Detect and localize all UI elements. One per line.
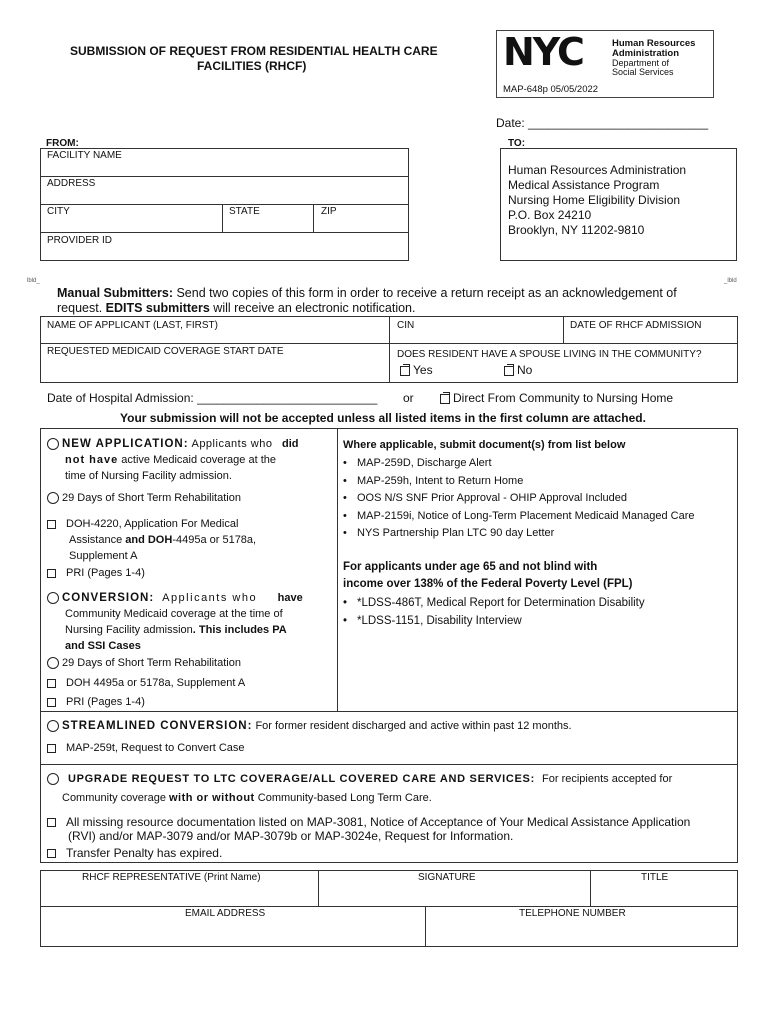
hospital-admission-date-field[interactable]: Date of Hospital Admission: ___________________________ (47, 391, 378, 405)
upgrade-line2 (62, 792, 432, 804)
form-number: MAP-648p 05/05/2022 (503, 84, 599, 95)
streamlined-radio[interactable] (47, 720, 59, 732)
checkbox-icon[interactable] (400, 366, 410, 376)
new-application-lead: NEW APPLICATION: (62, 438, 189, 450)
applicant-name-field[interactable]: NAME OF APPLICANT (LAST, FIRST) (47, 320, 218, 331)
rep-name-field[interactable]: RHCF REPRESENTATIVE (Print Name) (82, 872, 261, 883)
doh-4495a: -4495a or 5178a, (172, 534, 257, 546)
upgrade-with-or-without: with or without (169, 792, 255, 804)
conversion-lead: CONVERSION: (62, 592, 155, 604)
spouse-question: DOES RESIDENT HAVE A SPOUSE LIVING IN THE COMMUNITY? (397, 349, 702, 360)
new-application-line1 (47, 436, 323, 452)
conversion-nf-admission: Nursing Facility admission (65, 624, 193, 636)
streamlined-item-label: MAP-259t, Request to Convert Case (66, 742, 245, 754)
checkbox-icon[interactable] (47, 849, 56, 858)
conversion-line3 (47, 622, 323, 638)
radio-icon[interactable] (47, 657, 59, 669)
checkbox-icon[interactable] (47, 569, 56, 578)
or-label: or (403, 391, 414, 405)
new-application-line2-text: active Medicaid coverage at the (118, 454, 276, 466)
mark-left: lbld_ (27, 278, 40, 284)
new-application-did: did (282, 438, 299, 450)
phone-field[interactable]: TELEPHONE NUMBER (519, 908, 626, 919)
conversion-includes-pa: . This includes PA (192, 624, 287, 636)
agency-name-line4: Social Services (612, 67, 674, 77)
conversion-29days-option[interactable] (47, 657, 241, 669)
new-app-29days-label: 29 Days of Short Term Rehabilitation (62, 492, 241, 504)
list-item: • MAP-259h, Intent to Return Home (343, 473, 695, 491)
nyc-logo: NYC (503, 30, 583, 74)
conversion-pri-label: PRI (Pages 1-4) (66, 696, 145, 708)
direct-from-community-label: Direct From Community to Nursing Home (453, 391, 674, 405)
conversion-line4: and SSI Cases (65, 640, 141, 652)
submission-notice: Your submission will not be accepted unless all listed items in the first column are attached. (120, 411, 646, 425)
under65-heading-line2: income over 138% of the Federal Poverty Level (FPL) (343, 578, 633, 590)
upgrade-item1-line1 (47, 815, 690, 829)
conversion-text: Applicants who (158, 592, 262, 604)
list-item: • MAP-2159i, Notice of Long-Term Placement Medicaid Managed Care (343, 508, 695, 526)
upgrade-text: For recipients accepted for (538, 773, 673, 785)
right-col-list (343, 455, 695, 543)
to-address-line3: Nursing Home Eligibility Division (508, 193, 681, 207)
list-item: • OOS N/S SNF Prior Approval - OHIP Approval Included (343, 490, 695, 508)
conversion-section (47, 590, 323, 654)
to-label: TO: (508, 138, 526, 149)
streamlined-text: For former resident discharged and active within past 12 months. (252, 720, 572, 732)
new-app-pri-label: PRI (Pages 1-4) (66, 567, 145, 579)
checkbox-icon[interactable] (47, 698, 56, 707)
new-app-pri-item (47, 567, 145, 579)
conversion-doh-item (47, 677, 245, 689)
conversion-have: have (277, 592, 303, 604)
streamlined-lead: STREAMLINED CONVERSION: (62, 720, 253, 732)
list-item: • MAP-259D, Discharge Alert (343, 455, 695, 473)
provider-id-field[interactable]: PROVIDER ID (47, 235, 113, 246)
list-item: • *LDSS-1151, Disability Interview (343, 613, 645, 631)
upgrade-item1-text1: All missing resource documentation listed on MAP-3081, Notice of Acceptance of Your Medical Assistance Application (66, 815, 691, 829)
date-field[interactable]: Date: ___________________________ (496, 116, 709, 130)
upgrade-radio[interactable] (47, 773, 59, 785)
spouse-no-label: No (517, 363, 533, 377)
manual-text2c: will receive an electronic notification. (209, 301, 416, 315)
under65-heading-line1: For applicants under age 65 and not blind with (343, 561, 598, 573)
doh-assistance: Assistance (69, 534, 126, 546)
city-field[interactable]: CITY (47, 206, 70, 217)
cin-field[interactable]: CIN (397, 320, 415, 331)
state-field[interactable]: STATE (229, 206, 260, 217)
to-address-line4: P.O. Box 24210 (508, 208, 592, 222)
new-application-text: Applicants who (188, 438, 277, 450)
conversion-29days-label: 29 Days of Short Term Rehabilitation (62, 657, 241, 669)
new-app-doh-line1 (47, 516, 323, 532)
zip-field[interactable]: ZIP (321, 206, 337, 217)
conversion-line1 (47, 590, 323, 606)
manual-text2a: request. (57, 301, 106, 315)
upgrade-item2 (47, 846, 222, 860)
agency-name-line3: Department of (612, 58, 670, 68)
streamlined-section (47, 720, 572, 732)
new-application-line3: time of Nursing Facility admission. (65, 470, 232, 482)
conversion-pri-item (47, 696, 145, 708)
from-label: FROM: (46, 138, 79, 149)
manual-submitters-lead: Manual Submitters: (57, 286, 173, 300)
new-application-section (47, 436, 323, 484)
signature-field[interactable]: SIGNATURE (418, 872, 476, 883)
checkbox-icon[interactable] (47, 679, 56, 688)
upgrade-ltc: Community-based Long Term Care. (254, 792, 432, 804)
new-app-29days-option[interactable] (47, 492, 241, 504)
email-field[interactable]: EMAIL ADDRESS (185, 908, 266, 919)
right-col-heading: Where applicable, submit document(s) from list below (343, 439, 626, 451)
address-field[interactable]: ADDRESS (47, 178, 96, 189)
checkbox-icon[interactable] (47, 520, 56, 529)
agency-name-line1: Human Resources (612, 38, 696, 49)
ldss-list (343, 595, 645, 630)
streamlined-item (47, 742, 245, 754)
manual-submitters-line2 (57, 301, 415, 315)
checkbox-icon[interactable] (47, 744, 56, 753)
new-application-line2 (47, 452, 323, 468)
upgrade-item1-line2: (RVI) and/or MAP-3079 and/or MAP-3079b or MAP-3024e, Request for Information. (68, 829, 514, 843)
coverage-start-date-field[interactable]: REQUESTED MEDICAID COVERAGE START DATE (47, 346, 284, 357)
to-address-line2: Medical Assistance Program (508, 178, 660, 192)
new-application-not-have: not have (65, 454, 119, 466)
agency-name-line2: Administration (612, 48, 680, 59)
checkbox-icon[interactable] (47, 818, 56, 827)
new-app-doh-line3: Supplement A (69, 550, 138, 562)
new-app-doh-text1: DOH-4220, Application For Medical (66, 518, 239, 530)
to-address-line1: Human Resources Administration (508, 163, 687, 177)
conversion-radio[interactable] (47, 592, 59, 604)
rhcf-admission-date-field[interactable]: DATE OF RHCF ADMISSION (570, 320, 702, 331)
direct-from-community-option[interactable] (440, 391, 673, 405)
to-address-line5: Brooklyn, NY 11202-9810 (508, 223, 645, 237)
edits-submitters: EDITS submitters (105, 301, 210, 315)
upgrade-section (47, 773, 672, 785)
radio-icon[interactable] (47, 492, 59, 504)
spouse-yes-option[interactable] (400, 363, 433, 377)
doh-and-doh: and DOH (125, 534, 173, 546)
conversion-doh-label: DOH 4495a or 5178a, Supplement A (66, 677, 246, 689)
manual-submitters-text1: Send two copies of this form in order to receive a return receipt as an acknowledgement of (173, 286, 677, 300)
new-app-doh-item (47, 516, 323, 564)
manual-submitters-line1 (57, 286, 677, 300)
list-item: • *LDSS-486T, Medical Report for Determination Disability (343, 595, 645, 613)
checkbox-icon[interactable] (440, 394, 450, 404)
new-application-radio[interactable] (47, 438, 59, 450)
mark-right: _lbld (724, 278, 737, 284)
title-field[interactable]: TITLE (641, 872, 669, 883)
facility-name-field[interactable]: FACILITY NAME (47, 150, 122, 161)
upgrade-item2-label: Transfer Penalty has expired. (66, 846, 223, 860)
form-title-line1: SUBMISSION OF REQUEST FROM RESIDENTIAL HEALTH CARE (70, 44, 438, 58)
form-title-line2: FACILITIES (RHCF) (197, 59, 307, 73)
new-app-doh-line2 (47, 532, 323, 548)
conversion-line2: Community Medicaid coverage at the time of (65, 608, 283, 620)
upgrade-community: Community coverage (62, 792, 169, 804)
spouse-yes-label: Yes (413, 363, 433, 377)
list-item: • NYS Partnership Plan LTC 90 day Letter (343, 525, 695, 543)
spouse-no-option[interactable] (504, 363, 532, 377)
checkbox-icon[interactable] (504, 366, 514, 376)
upgrade-lead: UPGRADE REQUEST TO LTC COVERAGE/ALL COVERED CARE AND SERVICES: (68, 773, 535, 785)
